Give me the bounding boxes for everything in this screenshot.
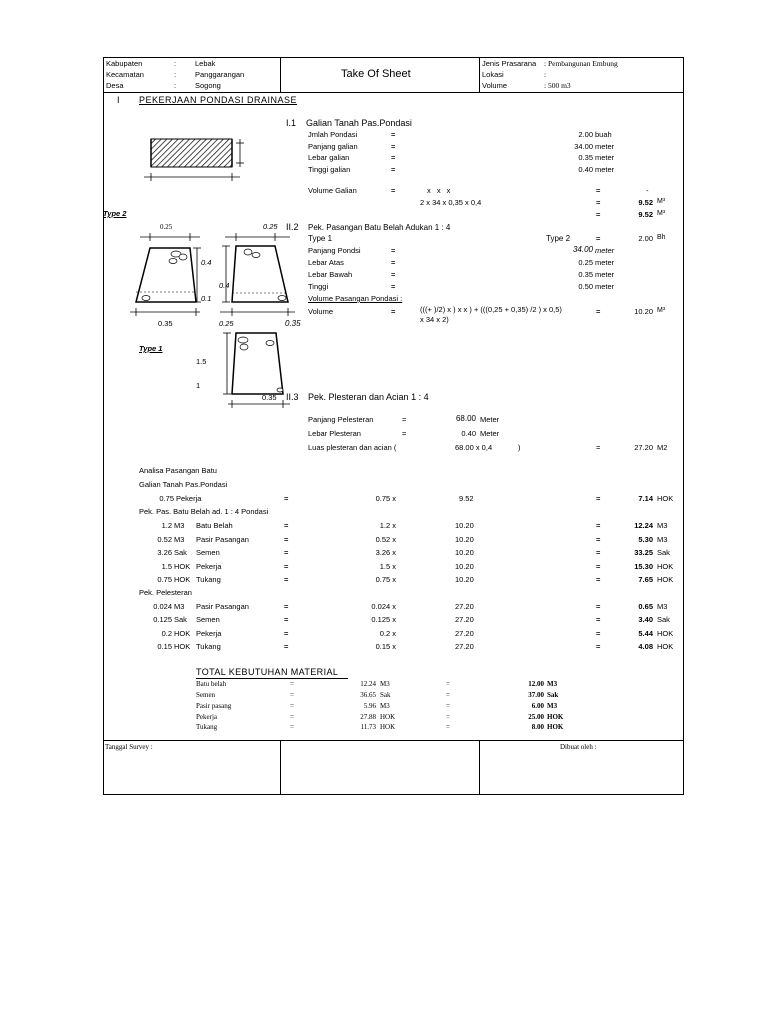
row-value: 0.35 <box>578 270 593 279</box>
total-funit: M3 <box>547 680 558 688</box>
dim-label: 0.1 <box>201 294 212 303</box>
i2-volume-eq2: = <box>596 307 601 316</box>
dim-label: 0.35 <box>262 393 277 402</box>
total-item: Semen <box>196 691 216 699</box>
total-item: Tukang <box>196 723 218 731</box>
i1-volume-eq3: = <box>596 198 601 207</box>
header-value: Panggarangan <box>195 70 245 79</box>
header-value: Sogong <box>195 81 221 90</box>
i2-volume-formula: (((+ )/2) x ) x x ) + (((0,25 + 0,35) /2 ) x 0,5) <box>420 305 562 314</box>
i2-volume-eq: = <box>391 307 396 316</box>
total-eq: = <box>290 713 294 721</box>
header-value: : 500 m3 <box>544 81 571 90</box>
analisa-sub1: Galian Tanah Pas.Pondasi <box>139 480 228 489</box>
total-val: 12.24 <box>360 680 376 688</box>
base: 27.20 <box>455 629 474 638</box>
total-final: 8.00 <box>531 723 544 731</box>
total-eq2: = <box>446 680 450 688</box>
eq: = <box>284 562 289 571</box>
mult: 0.024 x <box>371 602 396 611</box>
base: 27.20 <box>455 602 474 611</box>
coef: 0.024 <box>153 602 172 611</box>
unit: HOK <box>174 575 191 584</box>
row-unit: meter <box>595 282 615 291</box>
total-final: 37.00 <box>528 691 544 699</box>
eq2: = <box>596 562 601 571</box>
i1-volume-dash: - <box>646 186 649 195</box>
eq2: = <box>596 521 601 530</box>
section-number: I <box>117 95 120 105</box>
total-val: 27.88 <box>360 713 376 721</box>
unit: Sak <box>174 615 187 624</box>
mult: 0.75 x <box>375 575 396 584</box>
total-eq: = <box>290 691 294 699</box>
i1-total-eq: = <box>596 210 601 219</box>
total-title-underline <box>196 678 348 679</box>
unit: Pekerja <box>176 494 202 503</box>
mult: 0.2 x <box>379 629 396 638</box>
i3-title: Pek. Plesteran dan Acian 1 : 4 <box>308 392 429 402</box>
row-label: Tinggi <box>308 282 329 291</box>
total-funit: Sak <box>547 691 559 699</box>
row-label: Lebar galian <box>308 153 350 162</box>
vunit: M3 <box>657 602 668 611</box>
vunit: HOK <box>657 562 674 571</box>
value: 33.25 <box>634 548 653 557</box>
vunit: HOK <box>657 575 674 584</box>
base: 10.20 <box>455 562 474 571</box>
vunit: HOK <box>657 629 674 638</box>
row-label: Type 1 <box>308 234 333 243</box>
item: Pasir Pasangan <box>196 535 249 544</box>
total-eq2: = <box>446 723 450 731</box>
row-value: 2.00 <box>638 234 653 243</box>
item: Tukang <box>196 575 221 584</box>
coef: 1.2 <box>161 521 172 530</box>
eq: = <box>284 548 289 557</box>
row-eq: = <box>391 130 396 139</box>
mult: 0.125 x <box>371 615 396 624</box>
i1-total-unit: M³ <box>657 210 666 217</box>
row-label: Panjang galian <box>308 142 358 151</box>
dim-label: 0.4 <box>219 281 230 290</box>
row-eq: = <box>391 153 396 162</box>
base: 10.20 <box>455 575 474 584</box>
unit: M3 <box>174 535 185 544</box>
eq2: = <box>596 629 601 638</box>
row-value: 0.40 <box>578 165 593 174</box>
item: Batu Belah <box>196 521 233 530</box>
i3-luas-label: Luas plesteran dan acian ( <box>308 443 397 452</box>
total-eq2: = <box>446 691 450 699</box>
row-label: Panjang Pelesteran <box>308 415 374 424</box>
header-value: : Pembangunan Embung <box>544 59 618 68</box>
dim-label: 0.25 <box>263 222 278 231</box>
row-label: Tinggi galian <box>308 165 351 174</box>
i3-luas-unit: M2 <box>657 443 668 452</box>
unit: M3 <box>174 602 185 611</box>
type1-label: Type 1 <box>139 344 163 353</box>
i2-volume-unit: M³ <box>657 307 666 314</box>
i1-code: I.1 <box>286 118 297 128</box>
eq2: = <box>596 575 601 584</box>
base: 10.20 <box>455 535 474 544</box>
dim-label: 0.25 <box>160 223 173 231</box>
value: 4.08 <box>638 642 653 651</box>
value: 12.24 <box>634 521 653 530</box>
coef: 0.125 <box>153 615 172 624</box>
item: Pasir Pasangan <box>196 602 249 611</box>
row-unit: meter <box>595 165 615 174</box>
eq: = <box>284 602 289 611</box>
total-eq: = <box>290 702 294 710</box>
row-value: 34.00 <box>574 142 593 151</box>
coef: 0.2 <box>161 629 172 638</box>
header-value: : <box>544 70 547 79</box>
i1-volume-formula: x x x <box>427 186 451 195</box>
i1-volume-eq: = <box>391 186 396 195</box>
coef: 1.5 <box>161 562 172 571</box>
row-unit: Meter <box>480 429 500 438</box>
header-sep: : <box>174 70 177 79</box>
value: 5.30 <box>638 535 653 544</box>
total-funit: HOK <box>547 723 564 731</box>
total-val: 11.73 <box>360 723 376 731</box>
trench-hatch <box>151 139 232 167</box>
eq2: = <box>596 602 601 611</box>
analisa-title: Analisa Pasangan Batu <box>139 466 217 475</box>
total-final: 12.00 <box>528 680 544 688</box>
i2-volume-formula2: x 34 x 2) <box>420 315 449 324</box>
dim-label: 0.35 <box>285 319 301 328</box>
row-eq: = <box>391 165 396 174</box>
row-eq: = <box>402 429 407 438</box>
vunit: HOK <box>657 494 674 503</box>
row-label: Lebar Plesteran <box>308 429 361 438</box>
total-title: TOTAL KEBUTUHAN MATERIAL <box>196 667 339 677</box>
header-label: Desa <box>106 81 124 90</box>
total-eq2: = <box>446 702 450 710</box>
row-value: 68.00 <box>455 414 476 423</box>
header-value: Lebak <box>195 59 216 68</box>
unit: M3 <box>174 521 185 530</box>
row-value: 2.00 <box>578 130 593 139</box>
vunit: Sak <box>657 615 670 624</box>
eq: = <box>284 535 289 544</box>
total-unit: M3 <box>380 702 390 710</box>
row-eq: = <box>391 142 396 151</box>
base: 9.52 <box>459 494 474 503</box>
total-final: 25.00 <box>528 713 544 721</box>
row-eq: = <box>391 246 396 255</box>
total-final: 6.00 <box>531 702 544 710</box>
vunit: M3 <box>657 521 668 530</box>
row-unit: buah <box>595 130 612 139</box>
row-unit: Bh <box>657 234 666 241</box>
i2-volume-label: Volume <box>308 307 334 316</box>
base: 10.20 <box>455 548 474 557</box>
row-unit: meter <box>595 153 615 162</box>
section-title: PEKERJAAN PONDASI DRAINASE <box>139 95 298 105</box>
i2-volume-title: Volume Pasangan Pondasi : <box>308 294 403 303</box>
item: Pekerja <box>196 562 222 571</box>
eq2: = <box>596 642 601 651</box>
value: 7.14 <box>638 494 653 503</box>
total-funit: M3 <box>547 702 558 710</box>
i3-code: II.3 <box>286 392 299 402</box>
i1-volume-eq2: = <box>596 186 601 195</box>
value: 7.65 <box>638 575 653 584</box>
row-eq: = <box>391 270 396 279</box>
dim-label: 1.5 <box>196 357 207 366</box>
i2-volume-value: 10.20 <box>634 307 653 316</box>
eq: = <box>284 629 289 638</box>
unit: HOK <box>174 562 191 571</box>
footer-survey-date: Tanggal Survey : <box>105 743 153 751</box>
row-eq: = <box>391 282 396 291</box>
i1-volume-formula2: 2 x 34 x 0,35 x 0,4 <box>420 198 482 207</box>
row-value: 0.40 <box>461 429 476 438</box>
coef: 0.15 <box>157 642 172 651</box>
i2-code: II.2 <box>286 222 299 232</box>
i1-volume-label: Volume Galian <box>308 186 357 195</box>
coef: 3.26 <box>157 548 172 557</box>
eq: = <box>284 575 289 584</box>
total-item: Pasir pasang <box>196 702 232 710</box>
header-label: Volume <box>482 81 508 90</box>
row-value-text: Type 2 <box>546 234 571 243</box>
total-item: Batu belah <box>196 680 227 688</box>
dim-label: 0.35 <box>158 319 173 328</box>
analisa-sub3: Pek. Pelesteran <box>139 588 192 597</box>
i1-volume-unit: M³ <box>657 198 666 205</box>
i2-title: Pek. Pasangan Batu Belah Adukan 1 : 4 <box>308 223 451 232</box>
mult: 0.52 x <box>375 535 396 544</box>
item: Semen <box>196 548 220 557</box>
row-eq: = <box>402 415 407 424</box>
vunit: HOK <box>657 642 674 651</box>
row-eq: = <box>596 234 601 243</box>
total-val: 5.96 <box>363 702 376 710</box>
i1-title: Galian Tanah Pas.Pondasi <box>306 118 412 128</box>
eq2: = <box>596 548 601 557</box>
total-eq: = <box>290 680 294 688</box>
row-value: 34.00 <box>572 245 593 254</box>
i3-luas-close: ) <box>518 443 521 452</box>
total-funit: HOK <box>547 713 564 721</box>
vunit: M3 <box>657 535 668 544</box>
row-value: 0.35 <box>578 153 593 162</box>
value: 5.44 <box>638 629 653 638</box>
row-unit: meter <box>595 270 615 279</box>
mult: 0.15 x <box>375 642 396 651</box>
mult: 0.75 x <box>375 494 396 503</box>
unit: HOK <box>174 629 191 638</box>
row-value: 0.50 <box>578 282 593 291</box>
value: 3.40 <box>638 615 653 624</box>
row-label: Jmlah Pondasi <box>308 130 358 139</box>
analisa-sub2: Pek. Pas. Batu Belah ad. 1 : 4 Pondasi <box>139 507 269 516</box>
row-label: Lebar Atas <box>308 258 344 267</box>
coef: 0.75 <box>159 494 174 503</box>
total-eq2: = <box>446 713 450 721</box>
item: Tukang <box>196 642 221 651</box>
row-unit: meter <box>595 258 615 267</box>
item: Semen <box>196 615 220 624</box>
row-value: 0.25 <box>578 258 593 267</box>
total-unit: HOK <box>380 723 396 731</box>
footer-created-by: Dibuat oleh : <box>560 743 597 751</box>
value: 0.65 <box>638 602 653 611</box>
header-sep: : <box>174 81 177 90</box>
row-unit: meter <box>595 142 615 151</box>
dim-label: 0.25 <box>219 319 234 328</box>
eq: = <box>284 615 289 624</box>
i1-volume-value: 9.52 <box>638 198 653 207</box>
i3-luas-formula: 68.00 x 0,4 <box>455 443 493 452</box>
item: Pekerja <box>196 629 222 638</box>
eq: = <box>284 494 289 503</box>
i3-luas-value: 27.20 <box>634 443 653 452</box>
vunit: Sak <box>657 548 670 557</box>
total-unit: Sak <box>380 691 391 699</box>
header-label: Kabupaten <box>106 59 143 68</box>
eq2: = <box>596 615 601 624</box>
header-sep: : <box>174 59 177 68</box>
mult: 1.2 x <box>379 521 396 530</box>
dim-label: 0.4 <box>201 258 212 267</box>
row-unit: meter <box>595 246 615 255</box>
coef: 0.75 <box>157 575 172 584</box>
eq: = <box>284 642 289 651</box>
value: 15.30 <box>634 562 653 571</box>
total-val: 36.65 <box>360 691 376 699</box>
mult: 3.26 x <box>375 548 396 557</box>
eq2: = <box>596 494 601 503</box>
row-label: Panjang Pondsi <box>308 246 361 255</box>
row-label: Lebar Bawah <box>308 270 353 279</box>
header-label: Lokasi <box>482 70 504 79</box>
header-label: Jenis Prasarana <box>482 59 537 68</box>
unit: HOK <box>174 642 191 651</box>
base: 27.20 <box>455 642 474 651</box>
mult: 1.5 x <box>379 562 396 571</box>
i1-total-value: 9.52 <box>638 210 653 219</box>
type2-label: Type 2 <box>103 209 127 218</box>
total-item: Pekerja <box>196 713 217 721</box>
eq2: = <box>596 535 601 544</box>
dim-label: 1 <box>196 381 201 390</box>
i3-luas-eq: = <box>596 443 601 452</box>
eq: = <box>284 521 289 530</box>
header-label: Kecamatan <box>106 70 144 79</box>
row-eq: = <box>391 258 396 267</box>
total-unit: M3 <box>380 680 390 688</box>
total-eq: = <box>290 723 294 731</box>
page-title: Take Of Sheet <box>341 68 411 80</box>
total-unit: HOK <box>380 713 396 721</box>
row-unit: Meter <box>480 415 500 424</box>
base: 27.20 <box>455 615 474 624</box>
coef: 0.52 <box>157 535 172 544</box>
unit: Sak <box>174 548 187 557</box>
base: 10.20 <box>455 521 474 530</box>
